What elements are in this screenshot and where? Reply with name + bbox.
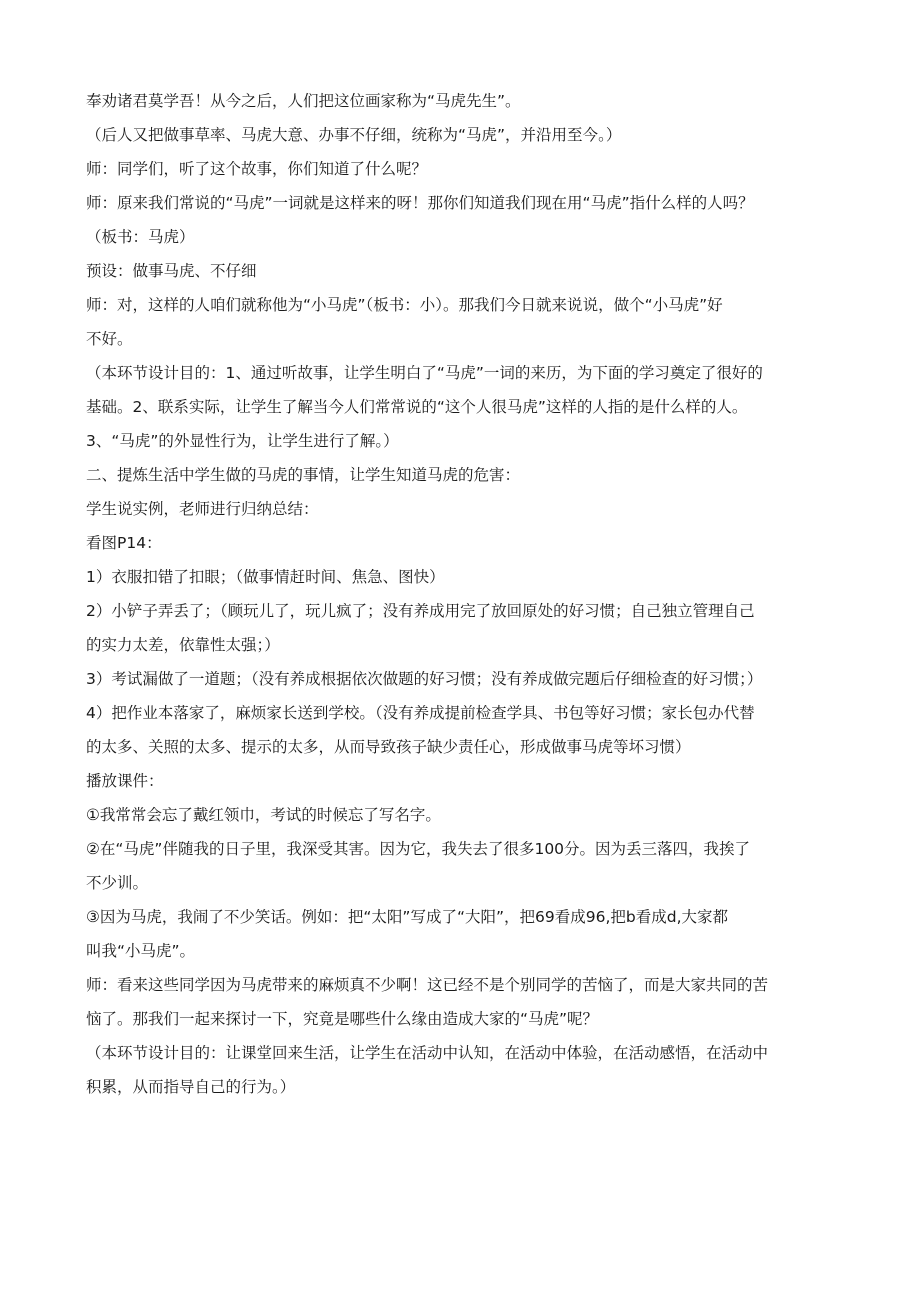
text-line: 叫我“小马虎”。 (86, 942, 196, 960)
text-line: （板书：马虎） (86, 228, 195, 246)
list-item: 4）把作业本落家了，麻烦家长送到学校。（没有养成提前检查学具、书包等好习惯；家长包办代替 (86, 704, 755, 722)
text-line: （本环节设计目的：让课堂回来生活，让学生在活动中认知，在活动中体验，在活动感悟，在活动中 (86, 1044, 769, 1062)
text-line: 师：看来这些同学因为马虎带来的麻烦真不少啊！这已经不是个别同学的苦恼了，而是大家共同的苦 (86, 976, 769, 994)
text-line: 播放课件： (86, 772, 164, 790)
text-line: 师：对，这样的人咱们就称他为“小马虎”（板书：小）。那我们今日就来说说，做个“小马虎”好 (86, 296, 723, 314)
list-item: 2）小铲子弄丢了；（顾玩儿了，玩儿疯了；没有养成用完了放回原处的好习惯；自己独立管理自己 (86, 602, 755, 620)
text-line: 奉劝诸君莫学吾！从今之后，人们把这位画家称为“马虎先生”。 (86, 92, 521, 110)
text-line: 积累，从而指导自己的行为。） (86, 1078, 296, 1096)
text-line: （本环节设计目的：1、通过听故事，让学生明白了“马虎”一词的来历，为下面的学习奠定了很好的 (86, 364, 763, 382)
text-line: 不好。 (86, 330, 133, 348)
text-line: 3、“马虎”的外显性行为，让学生进行了解。） (86, 432, 399, 450)
document-body (86, 84, 846, 1104)
text-line: 师：原来我们常说的“马虎”一词就是这样来的呀！那你们知道我们现在用“马虎”指什么样的人吗？ (86, 194, 754, 212)
text-line: 的实力太差，依靠性太强；） (86, 636, 280, 654)
text-line: 看图P14： (86, 534, 162, 552)
text-line: 学生说实例，老师进行归纳总结： (86, 500, 319, 518)
list-item: ②在“马虎”伴随我的日子里，我深受其害。因为它，我失去了很多100分。因为丢三落四，我挨了 (86, 840, 751, 858)
text-line: 恼了。那我们一起来探讨一下，究竟是哪些什么缘由造成大家的“马虎”呢？ (86, 1010, 599, 1028)
text-line: 基础。2、联系实际，让学生了解当今人们常常说的“这个人很马虎”这样的人指的是什么样的人。 (86, 398, 748, 416)
list-item: 1）衣服扣错了扣眼；（做事情赶时间、焦急、图快） (86, 568, 445, 586)
list-item: ③因为马虎，我闹了不少笑话。例如：把“太阳”写成了“大阳”，把69看成96,把b看成d,大家都 (86, 908, 728, 926)
text-line: 的太多、关照的太多、提示的太多，从而导致孩子缺少责任心，形成做事马虎等坏习惯） (86, 738, 691, 756)
text-line: 师：同学们，听了这个故事，你们知道了什么呢？ (86, 160, 428, 178)
list-item: 3）考试漏做了一道题；（没有养成根据依次做题的好习惯；没有养成做完题后仔细检查的好习惯；） (86, 670, 763, 688)
section-heading: 二、提炼生活中学生做的马虎的事情，让学生知道马虎的危害： (86, 466, 521, 484)
list-item: ①我常常会忘了戴红领巾，考试的时候忘了写名字。 (86, 806, 441, 824)
text-line: （后人又把做事草率、马虎大意、办事不仔细，统称为“马虎”，并沿用至今。） (86, 126, 622, 144)
text-line: 不少训。 (86, 874, 149, 892)
text-line: 预设：做事马虎、不仔细 (86, 262, 257, 280)
